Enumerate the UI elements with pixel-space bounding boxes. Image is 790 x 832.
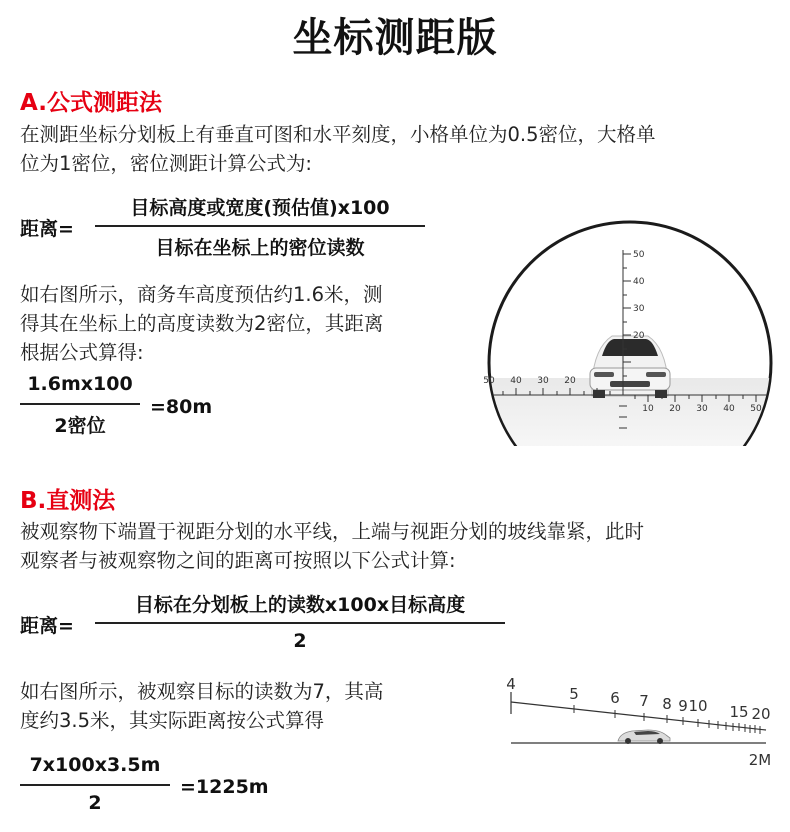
formula-a-denominator: 目标在坐标上的密位读数 <box>155 237 365 259</box>
formula-a-label: 距离= <box>20 218 74 240</box>
section-a-example-3: 根据公式算得: <box>20 341 144 364</box>
section-b-example-1: 如右图所示，被观察目标的读数为7，其高 <box>20 680 384 703</box>
scale-label: 4 <box>506 675 516 693</box>
calc-a-numerator: 1.6mx100 <box>27 373 133 395</box>
section-a-example-1: 如右图所示，商务车高度预估约1.6米，测 <box>20 283 383 306</box>
section-a-intro-2: 位为1密位，密位测距计算公式为: <box>20 152 312 175</box>
reticle-right-tick-label: 40 <box>723 404 735 414</box>
reticle-left-tick-label: 20 <box>564 376 576 386</box>
scale-label: 6 <box>610 689 620 707</box>
scale-label: 5 <box>569 685 579 703</box>
section-a-intro-1: 在测距坐标分划板上有垂直可图和水平刻度，小格单位为0.5密位，大格单 <box>20 123 656 146</box>
section-b-intro-1: 被观察物下端置于视距分划的水平线，上端与视距分划的坡线靠紧，此时 <box>20 520 645 543</box>
formula-b-denominator: 2 <box>293 630 307 652</box>
scale-label: 20 <box>751 705 771 723</box>
formula-a-numerator: 目标高度或宽度(预估值)x100 <box>130 197 390 219</box>
formula-b-numerator: 目标在分划板上的读数x100x目标高度 <box>134 594 466 616</box>
reticle-vertical-tick-label: 50 <box>633 250 645 260</box>
reticle-illustration <box>462 218 790 446</box>
scale-unit: 2M <box>748 751 772 769</box>
formula-b-label: 距离= <box>20 615 74 637</box>
scale-label: 8 <box>662 695 672 713</box>
calc-b-result: =1225m <box>180 776 269 798</box>
formula-b-fraction-line <box>95 622 505 624</box>
section-a-heading: A.公式测距法 <box>20 90 162 116</box>
calc-a-fraction-line <box>20 403 140 405</box>
calc-b-numerator: 7x100x3.5m <box>29 754 161 776</box>
reticle-right-tick-label: 30 <box>696 404 708 414</box>
reticle-right-tick-label: 10 <box>642 404 654 414</box>
section-b-example-2: 度约3.5米，其实际距离按公式算得 <box>20 709 325 732</box>
scale-label: 15 <box>729 703 749 721</box>
scale-label: 10 <box>688 697 708 715</box>
section-b-heading: B.直测法 <box>20 488 116 514</box>
reticle-right-tick-label: 20 <box>669 404 681 414</box>
calc-b-denominator: 2 <box>88 792 102 814</box>
reticle-right-tick-label: 50 <box>750 404 762 414</box>
section-b-intro-2: 观察者与被观察物之间的距离可按照以下公式计算: <box>20 549 456 572</box>
page-title: 坐标测距版 <box>292 15 498 61</box>
reticle-left-tick-label: 30 <box>537 376 549 386</box>
car-image <box>618 730 670 744</box>
section-a-example-2: 得其在坐标上的高度读数为2密位，其距离 <box>20 312 384 335</box>
reticle-vertical-tick-label: 30 <box>633 304 645 314</box>
calc-a-result: =80m <box>150 396 213 418</box>
formula-a-fraction-line <box>95 225 425 227</box>
scale-label: 9 <box>678 697 688 715</box>
reticle-vertical-tick-label: 20 <box>633 331 645 341</box>
reticle-vertical-tick-label: 40 <box>633 277 645 287</box>
calc-a-denominator: 2密位 <box>54 415 106 437</box>
reticle-left-tick-label: 40 <box>510 376 522 386</box>
calc-b-fraction-line <box>20 784 170 786</box>
scale-label: 7 <box>639 692 649 710</box>
reticle-left-tick-label: 50 <box>483 376 495 386</box>
stadia-scale-illustration <box>500 672 790 776</box>
